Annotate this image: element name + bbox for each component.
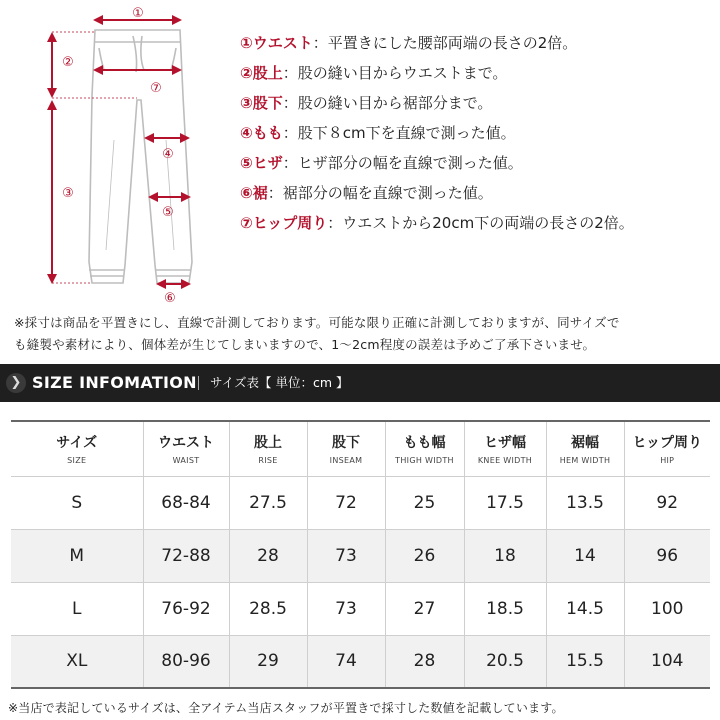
pants-outline [89,30,192,283]
banner-divider [198,376,199,390]
cell-waist: 80-96 [143,635,229,688]
cell-hip: 92 [624,476,710,529]
cell-hem-width: 14 [546,529,624,582]
header-inseam: 股下 INSEAM [307,421,385,476]
cell-size: L [11,582,143,635]
cell-hip: 96 [624,529,710,582]
legend-description: ：ウエストから20cm下の両端の長さの2倍。 [327,214,634,232]
header-thigh-width: もも幅 THIGH WIDTH [385,421,464,476]
table-row [11,582,710,635]
note-line: ※採寸は商品を平置きにし、直線で計測しております。可能な限り正確に計測しておりますが、同サイズで [14,315,620,330]
cell-waist: 68-84 [143,476,229,529]
cell-hem-width: 13.5 [546,476,624,529]
legend-description: ：ヒザ部分の幅を直線で測った値。 [282,154,523,172]
legend-name: 股上 [252,64,283,82]
table-row [11,529,710,582]
cell-knee-width: 17.5 [464,476,546,529]
cell-waist: 72-88 [143,529,229,582]
cell-hem-width: 15.5 [546,635,624,688]
legend-number: ⑤ [240,154,253,172]
diagram-label-2: ② [62,55,74,70]
legend-name: ヒザ [252,154,283,172]
legend-description: ：股下８cm下を直線で測った値。 [282,124,516,142]
chevron-right-icon: ❯ [6,373,26,393]
cell-size: M [11,529,143,582]
cell-thigh-width: 26 [385,529,464,582]
legend-item [240,88,715,118]
legend-number: ③ [240,94,253,112]
diagram-label-3: ③ [62,186,74,201]
legend-description: ：平置きにした腰部両端の長さの2倍。 [312,34,578,52]
header-hem-width: 裾幅 HEM WIDTH [546,421,624,476]
note-line: も縫製や素材により、個体差が生じてしまいますので、1〜2cm程度の誤差は予めご了承下さいませ。 [14,337,596,352]
diagram-label-7: ⑦ [150,81,162,96]
cell-rise: 29 [229,635,307,688]
diagram-label-4: ④ [162,147,174,162]
banner-title: SIZE INFOMATION [32,373,197,392]
cell-rise: 28 [229,529,307,582]
cell-inseam: 73 [307,529,385,582]
legend-description: ：裾部分の幅を直線で測った値。 [267,184,493,202]
legend-item [240,208,715,238]
table-header-row [11,421,710,476]
cell-hem-width: 14.5 [546,582,624,635]
table-row [11,476,710,529]
legend-number: ① [240,34,253,52]
header-rise: 股上 RISE [229,421,307,476]
cell-rise: 27.5 [229,476,307,529]
size-info-banner [0,364,720,402]
cell-hip: 100 [624,582,710,635]
cell-inseam: 72 [307,476,385,529]
pants-measurement-diagram [0,0,230,310]
legend-number: ② [240,64,253,82]
cell-rise: 28.5 [229,582,307,635]
header-waist: ウエスト WAIST [143,421,229,476]
legend-name: もも [252,124,283,142]
legend-description: ：股の縫い目からウエストまで。 [282,64,508,82]
size-table [11,420,710,689]
legend-name: ウエスト [252,34,313,52]
legend-name: 股下 [252,94,283,112]
cell-knee-width: 18.5 [464,582,546,635]
measurement-note [14,312,714,356]
legend-item [240,118,715,148]
cell-thigh-width: 25 [385,476,464,529]
legend-number: ④ [240,124,253,142]
cell-size: XL [11,635,143,688]
legend-item [240,28,715,58]
cell-thigh-width: 28 [385,635,464,688]
footer-note: ※当店で表記しているサイズは、全アイテム当店スタッフが平置きで採寸した数値を記載しています。 [8,701,564,715]
header-size: サイズ SIZE [11,421,143,476]
table-row [11,635,710,688]
banner-subtitle: サイズ表【 単位：cm 】 [210,375,349,390]
cell-knee-width: 20.5 [464,635,546,688]
legend-name: 裾 [252,184,268,202]
legend-name: ヒップ周り [252,214,328,232]
measurement-legend [240,28,715,238]
diagram-label-5: ⑤ [162,205,174,220]
header-knee-width: ヒザ幅 KNEE WIDTH [464,421,546,476]
legend-number: ⑦ [240,214,253,232]
cell-thigh-width: 27 [385,582,464,635]
legend-item [240,178,715,208]
cell-knee-width: 18 [464,529,546,582]
cell-inseam: 73 [307,582,385,635]
legend-number: ⑥ [240,184,253,202]
legend-item [240,58,715,88]
legend-description: ：股の縫い目から裾部分まで。 [282,94,493,112]
cell-waist: 76-92 [143,582,229,635]
legend-item [240,148,715,178]
diagram-label-1: ① [132,6,144,21]
cell-size: S [11,476,143,529]
header-hip: ヒップ周り HIP [624,421,710,476]
cell-hip: 104 [624,635,710,688]
diagram-label-6: ⑥ [164,291,176,306]
cell-inseam: 74 [307,635,385,688]
